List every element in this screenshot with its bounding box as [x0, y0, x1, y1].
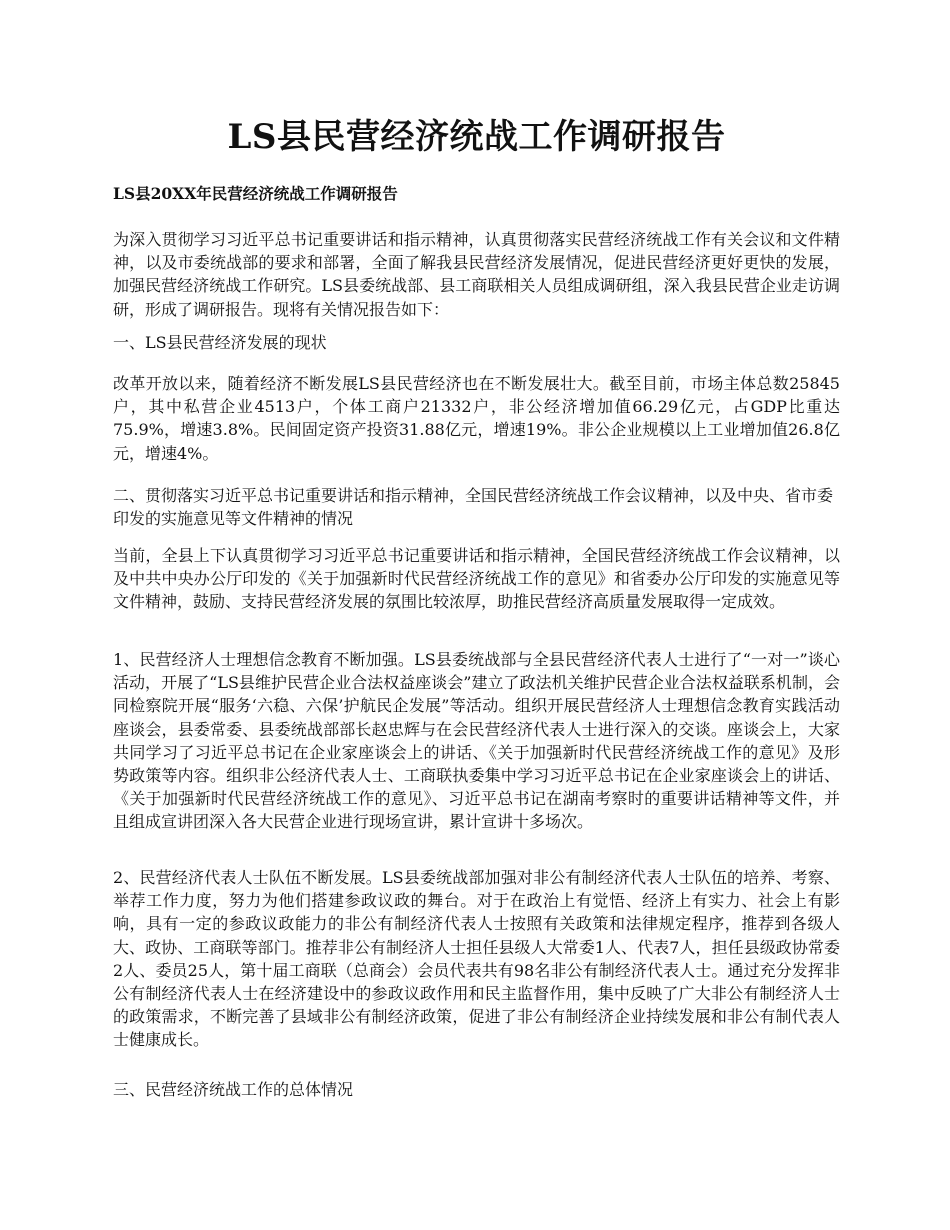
section1-heading: 一、LS县民营经济发展的现状	[113, 333, 327, 352]
section1-paragraph: 改革开放以来，随着经济不断发展LS县民营经济也在不断发展壮大。截至目前，市场主体总数25845户，其中私营企业4513户，个体工商户21332户，非公经济增加值66.29亿元，占GDP比重达75.9%，增速3.8%。民间固定资产投资31.88亿元，增速19%。非公企业规模以上工业增加值26.8亿元，增速4%。	[113, 374, 840, 463]
document-subtitle: LS县20XX年民营经济统战工作调研报告	[113, 184, 398, 203]
section2-paragraph: 当前，全县上下认真贯彻学习习近平总书记重要讲话和指示精神，全国民营经济统战工作会议精神，以及中共中央办公厅印发的《关于加强新时代民营经济统战工作的意见》和省委办公厅印发的实施意见等文件精神，鼓励、支持民营经济发展的氛围比较浓厚，助推民营经济高质量发展取得一定成效。	[113, 546, 840, 612]
document-title: LS县民营经济统战工作调研报告	[227, 117, 726, 157]
item1-paragraph: 1、民营经济人士理想信念教育不断加强。LS县委统战部与全县民营经济代表人士进行了“一对一”谈心活动，开展了“LS县维护民营企业合法权益座谈会”建立了政法机关维护民营企业合法权益联系机制，会同检察院开展“服务‘六稳、六保’护航民企发展”等活动。组织开展民营经济人士理想信念教育实践活动座谈会，县委常委、县委统战部部长赵忠辉与在会民营经济代表人士进行深入的交谈。座谈会上，大家共同学习了习近平总书记在企业家座谈会上的讲话、《关于加强新时代民营经济统战工作的意见》及形势政策等内容。组织非公经济代表人士、工商联执委集中学习习近平总书记在企业家座谈会上的讲话、《关于加强新时代民营经济统战工作的意见》、习近平总书记在湖南考察时的重要讲话精神等文件，并且组成宣讲团深入各大民营企业进行现场宣讲，累计宣讲十多场次。	[113, 650, 840, 832]
section2-heading: 二、贯彻落实习近平总书记重要讲话和指示精神，全国民营经济统战工作会议精神，以及中央、省市委印发的实施意见等文件精神的情况	[113, 486, 834, 529]
item2-paragraph: 2、民营经济代表人士队伍不断发展。LS县委统战部加强对非公有制经济代表人士队伍的培养、考察、举荐工作力度，努力为他们搭建参政议政的舞台。对于在政治上有觉悟、经济上有实力、社会上有影响，具有一定的参政议政能力的非公有制经济代表人士按照有关政策和法律规定程序，推荐到各级人大、政协、工商联等部门。推荐非公有制经济人士担任县级人大常委1人、代表7人，担任县级政协常委2人、委员25人，第十届工商联（总商会）会员代表共有98名非公有制经济代表人士。通过充分发挥非公有制经济代表人士在经济建设中的参政议政作用和民主监督作用，集中反映了广大非公有制经济人士的政策需求，不断完善了县域非公有制经济政策，促进了非公有制经济企业持续发展和非公有制代表人士健康成长。	[113, 868, 840, 1050]
section3-heading: 三、民营经济统战工作的总体情况	[113, 1080, 354, 1099]
intro-paragraph: 为深入贯彻学习习近平总书记重要讲话和指示精神，认真贯彻落实民营经济统战工作有关会议和文件精神，以及市委统战部的要求和部署，全面了解我县民营经济发展情况，促进民营经济更好更快的发展，加强民营经济统战工作研究。LS县委统战部、县工商联相关人员组成调研组，深入我县民营企业走访调研，形成了调研报告。现将有关情况报告如下：	[113, 230, 840, 319]
